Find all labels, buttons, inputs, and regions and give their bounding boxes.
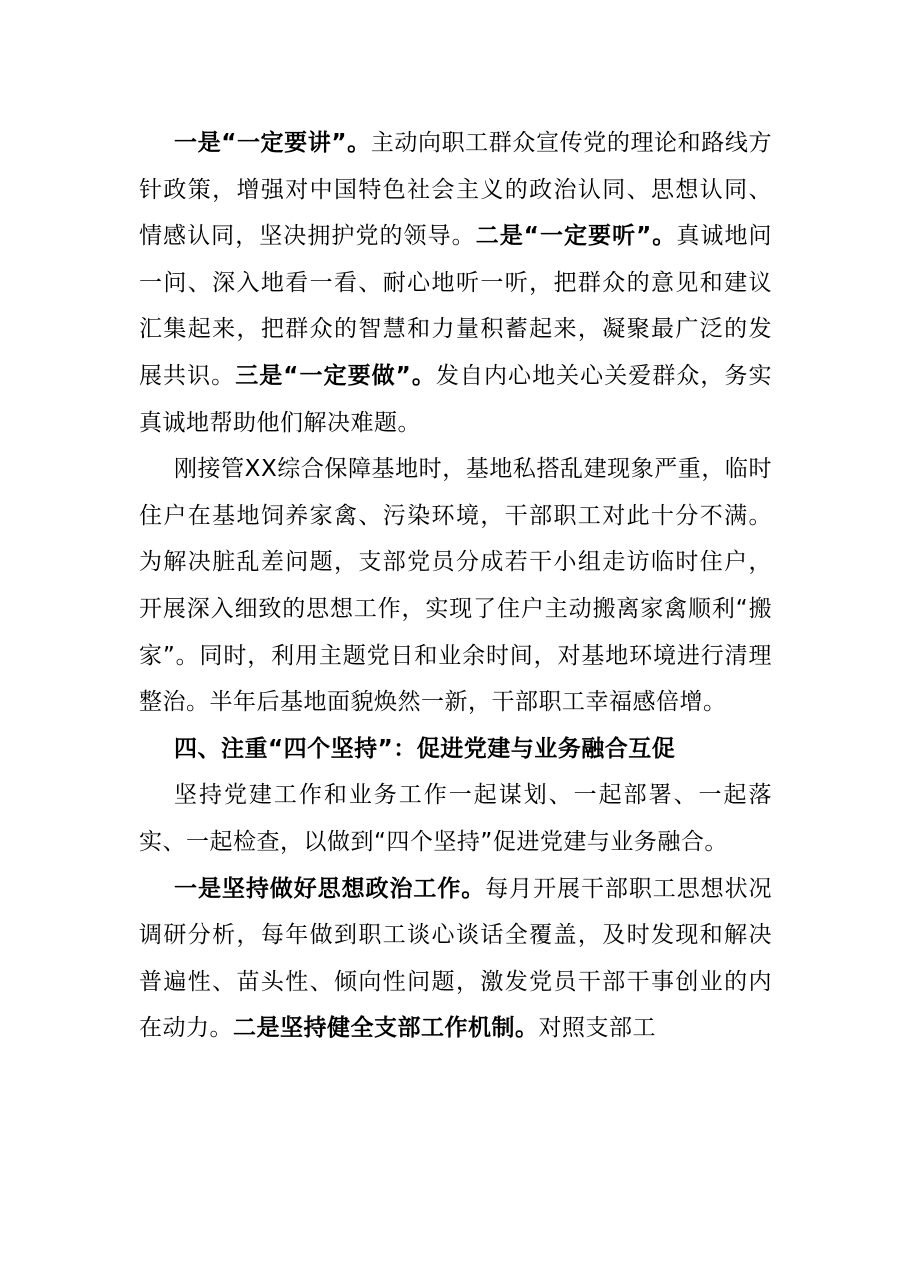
bold-lead-one: 一是“一定要讲”。: [174, 130, 371, 156]
paragraph-base-story: [139, 446, 772, 726]
paragraph-three-musts: [139, 120, 772, 446]
section-heading-four: 四、注重“四个坚持”：促进党建与业务融合互促: [174, 735, 676, 762]
paragraph-text: 真诚地问一问、深入地看一看、耐心地听一听，把群众的意见和建议汇集起来，把群众的智慧和力量积蓄起来，凝聚最广泛的发展共识。: [139, 223, 773, 389]
bold-lead-persist-two: 二是坚持健全支部工作机制。: [233, 1015, 539, 1042]
paragraph-text: 刚接管XX综合保障基地时，基地私搭乱建现象严重，临时住户在基地饲养家禽、污染环境，干部职工对此十分不满。为解决脏乱差问题，支部党员分成若干小组走访临时住户，开展深入细致的思想工作，实现了住户主动搬离家禽顺利“搬家”。同时，利用主题党日和业余时间，对基地环境进行清理整治。半年后基地面貌焕然一新，干部职工幸福感倍增。: [139, 456, 772, 716]
bold-lead-two: 二是“一定要听”。: [475, 223, 677, 250]
paragraph-persist-details: [139, 866, 772, 1052]
bold-lead-three: 三是“一定要做”。: [235, 362, 436, 389]
paragraph-text: 坚持党建工作和业务工作一起谋划、一起部署、一起落实、一起检查，以做到“四个坚持”促进党建与业务融合。: [139, 782, 772, 855]
paragraph-text: 每月开展干部职工思想状况调研分析，每年做到职工谈心谈话全覆盖，及时发现和解决普遍性、苗头性、倾向性问题，激发党员干部干事创业的内在动力。: [139, 875, 772, 1042]
paragraph-text: 发自内心地关心关爱群众，务实真诚地帮助他们解决难题。: [139, 362, 773, 436]
document-body: [139, 120, 772, 1052]
paragraph-text: 对照支部工: [538, 1015, 656, 1042]
paragraph-text: 主动向职工群众宣传党的理论和路线方针政策，增强对中国特色社会主义的政治认同、思想认同、情感认同，坚决拥护党的领导。: [139, 130, 773, 250]
bold-lead-persist-one: 一是坚持做好思想政治工作。: [174, 875, 486, 902]
paragraph-four-persists: [139, 772, 772, 865]
